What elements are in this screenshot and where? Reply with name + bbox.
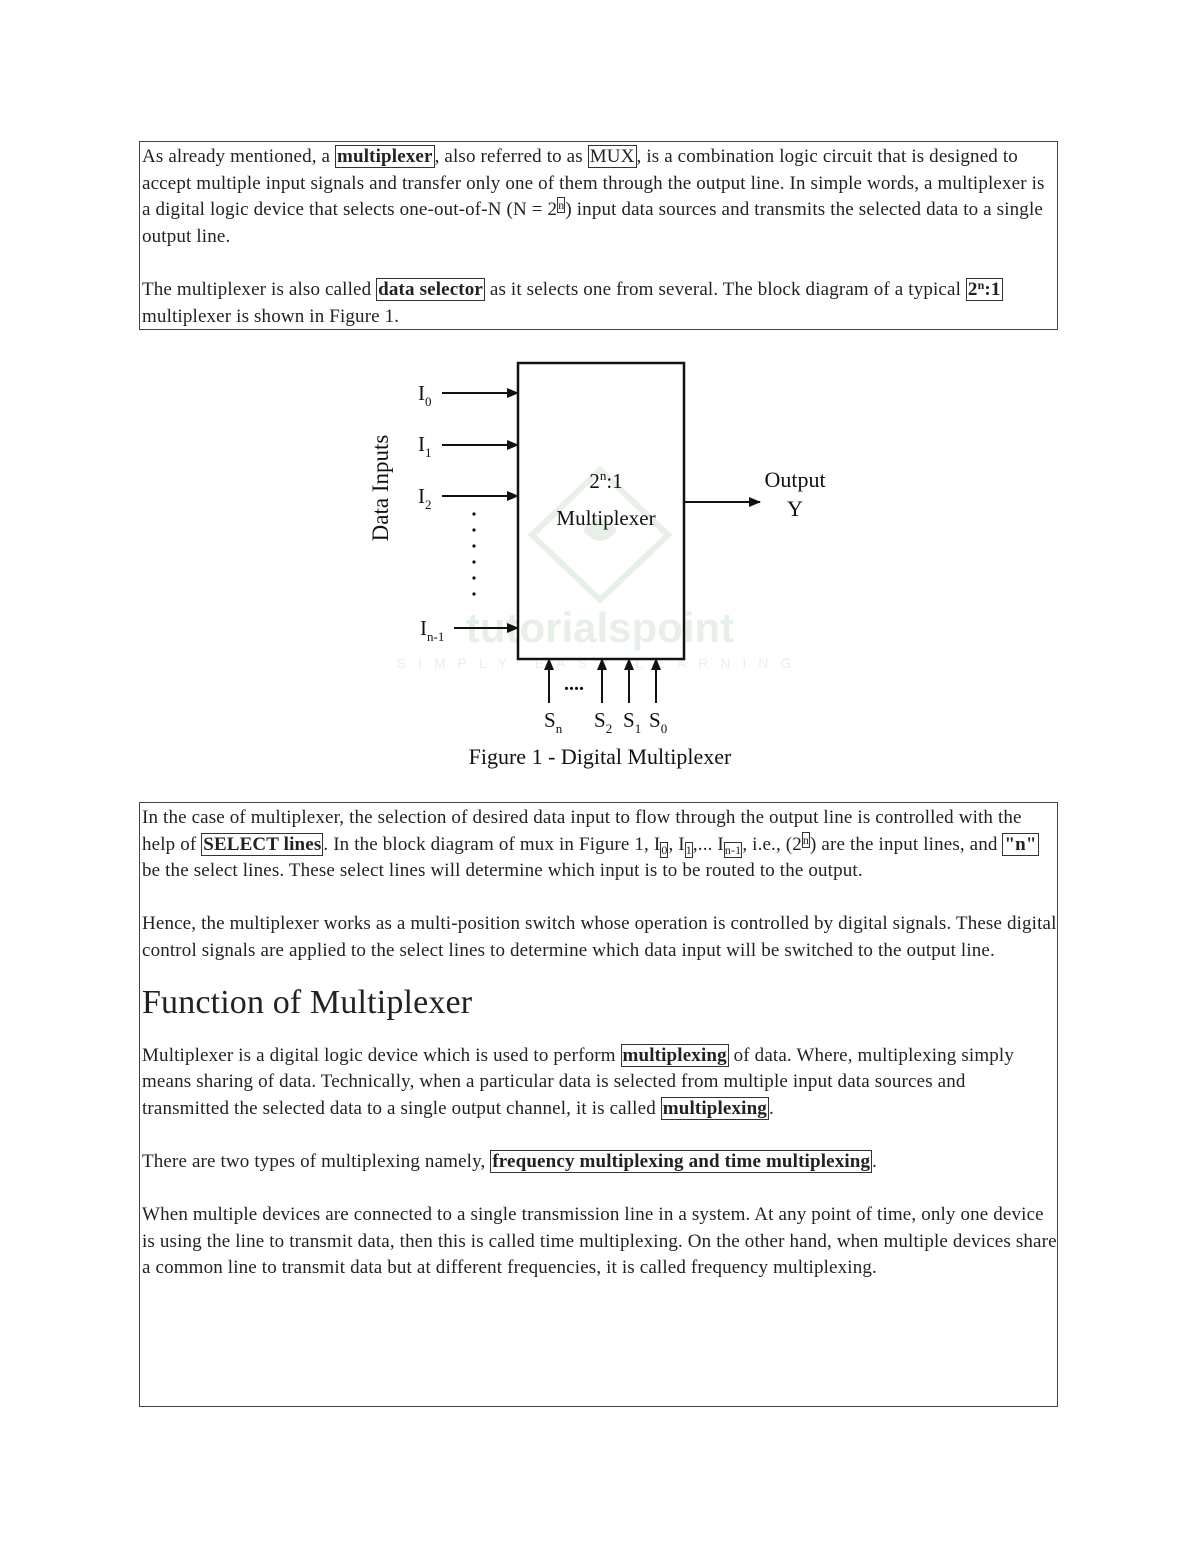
data-selector-keyword: data selector <box>378 278 483 300</box>
select-label-sn: $S_n$ <box>544 708 563 736</box>
switch-paragraph: Hence, the multiplexer works as a multi-position switch whose operation is controlled by digital signals. These digital control signals are applied to the select lines to determine which data input will be switched to the output line. <box>142 913 1057 961</box>
mux-keyword: MUX <box>589 146 635 167</box>
data-inputs-label: Data Inputs <box>368 434 393 542</box>
time-frequency-paragraph: When multiple devices are connected to a single transmission line in a system. At any point of time, only one device is using the line to transmit data, then this is called time multiplexing. On the other hand, when multiple devices share a common line to transmit data but at different frequencies, it is called frequency multiplexing. <box>142 1204 1057 1279</box>
block-diagram <box>0 330 1200 800</box>
watermark-logo <box>397 470 804 671</box>
intro-text-box <box>139 141 1058 330</box>
function-paragraph: Multiplexer is a digital logic device which is used to perform multiplexing of data. Where, multiplexing simply means sharing of data. Technically, when a particular data is selected from multiple input data sources and transmitted the selected data to a single output channel, it is called multiplexing . <box>142 1044 1014 1119</box>
select-lines-paragraph: In the case of multiplexer, the selection of desired data input to flow through the output line is controlled with the help of SELECT lines . In the block diagram of mux in Figure 1, $I_0$, $I_1$,... $I_{n-1}$, i.e., (2$^n$) are the input lines, and "n" be the select lines. These select lines will determine which input is to be routed to the output. <box>142 807 1037 882</box>
superscript-n: n <box>558 198 565 213</box>
select-lines-keyword: SELECT lines <box>203 833 322 855</box>
select-label-s0: $S_0$ <box>649 708 668 736</box>
n-keyword: "n" <box>1004 833 1037 855</box>
watermark-text: tutorialspoint <box>465 604 735 651</box>
vertical-dots <box>472 512 475 595</box>
multiplexer-figure <box>0 330 1200 800</box>
multiplexer-keyword: multiplexer <box>337 146 433 167</box>
types-paragraph: There are two types of multiplexing namely, frequency multiplexing and time multiplexing . <box>142 1150 878 1172</box>
block-name-label: Multiplexer <box>556 506 656 530</box>
input-label-i2: $I_2$ <box>418 484 432 512</box>
watermark-tagline: SIMPLY EASY LEARNING <box>396 655 804 671</box>
input-label-i0: $I_0$ <box>418 381 432 409</box>
mux-ratio-keyword: 2$^n$:1 <box>967 277 1001 300</box>
multiplexing-keyword-2: multiplexing <box>662 1097 767 1119</box>
multiplexing-keyword: multiplexing <box>622 1044 727 1066</box>
select-dots: .... <box>564 673 584 695</box>
section-heading: Function of Multiplexer <box>142 983 473 1021</box>
multiplexing-types-keyword: frequency multiplexing and time multiplexing <box>492 1150 871 1172</box>
output-label: Output <box>764 467 826 492</box>
body-text-box <box>139 802 1058 1407</box>
figure-caption: Figure 1 - Digital Multiplexer <box>468 744 732 769</box>
select-label-s1: $S_1$ <box>623 708 642 736</box>
output-y-label: Y <box>787 496 803 521</box>
block-ratio-label: 2$^n$:1 <box>589 468 623 493</box>
intro-paragraph-1: As already mentioned, a multiplexer , also referred to as MUX , is a combination logic circuit that is designed to accept multiple input signals and transfer only one of them through the output line. In simple words, a multiplexer is a digital logic device that selects one-out-of-N $(N = 2^n)$ input data sources and transmits the selected data to a single output line. <box>142 146 1045 247</box>
intro-paragraph-2: The multiplexer is also called data selector as it selects one from several. The block diagram of a typical 2$^n$:1 multiplexer is shown in Figure 1. <box>142 277 1001 327</box>
input-label-i1: $I_1$ <box>418 432 432 460</box>
input-label-in-1: $I_{n-1}$ <box>420 616 445 644</box>
select-label-s2: $S_2$ <box>594 708 613 736</box>
